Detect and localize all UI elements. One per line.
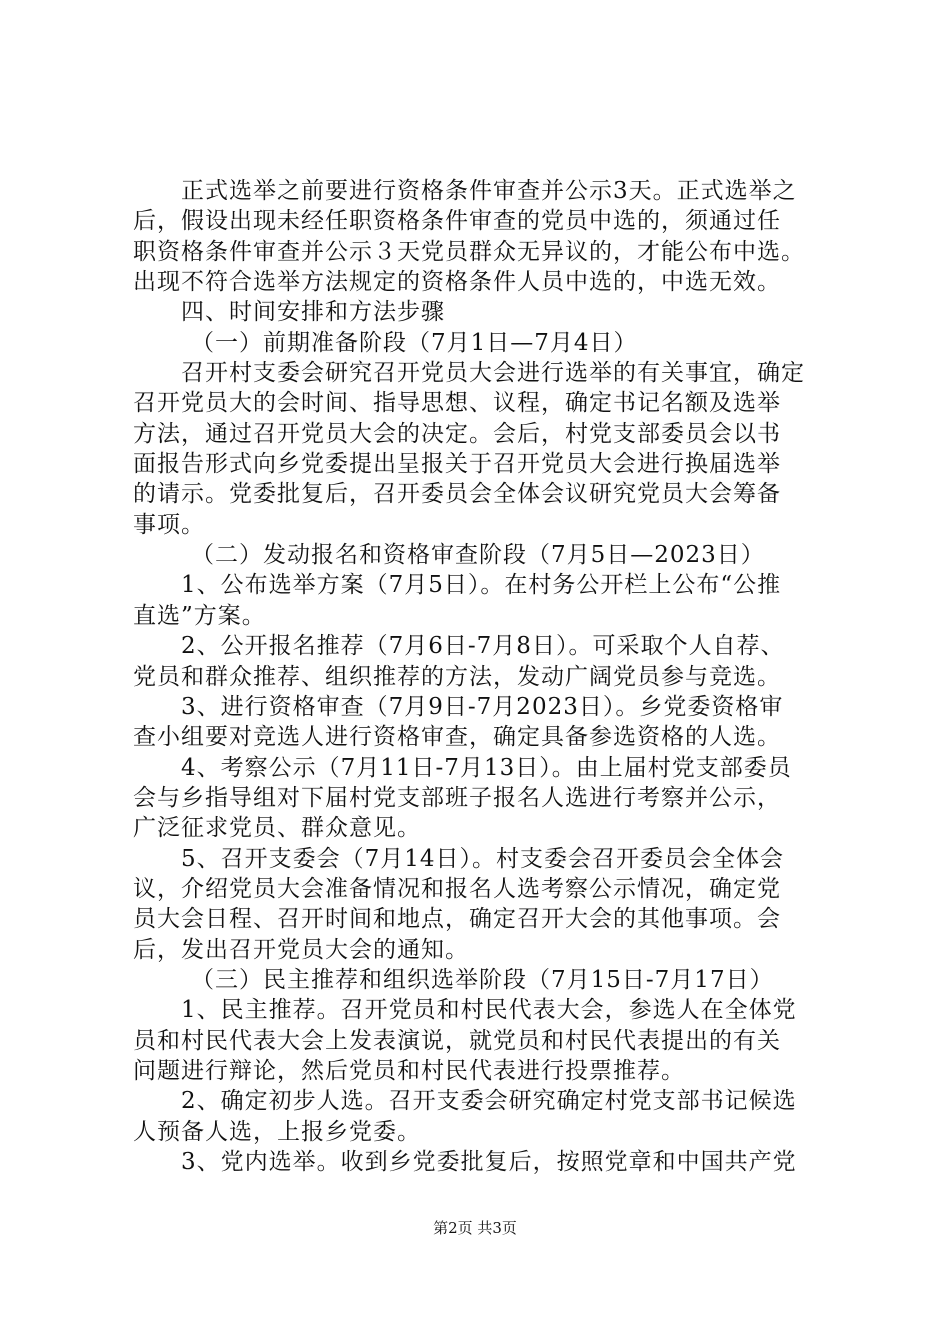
text-line: 党员和群众推荐、组织推荐的方法，发动广阔党员参与竞选。 [133, 663, 781, 690]
text-line: 广泛征求党员、群众意见。 [133, 815, 421, 842]
text-line: 员和村民代表大会上发表演说，就党员和村民代表提出的有关 [133, 1027, 781, 1054]
text-line: 面报告形式向乡党委提出呈报关于召开党员大会进行换届选举 [133, 451, 781, 478]
text-line: 人预备人选，上报乡党委。 [133, 1118, 421, 1145]
text-line: 方法，通过召开党员大会的决定。会后，村党支部委员会以书 [133, 420, 781, 447]
text-line: 召开党员大的会时间、指导思想、议程，确定书记名额及选举 [133, 390, 781, 417]
text-line: 3、进行资格审查（7月9日-7月2023日）。乡党委资格审 [181, 693, 784, 720]
text-line: 2、公开报名推荐（7月6日-7月8日）。可采取个人自荐、 [181, 633, 785, 660]
text-line: 员大会日程、召开时间和地点，确定召开大会的其他事项。会 [133, 906, 781, 933]
text-line: （二）发动报名和资格审查阶段（7月5日—2023日） [191, 542, 765, 569]
text-line: 职资格条件审查并公示３天党员群众无异议的，才能公布中选。 [133, 238, 805, 265]
text-line: 会与乡指导组对下届村党支部班子报名人选进行考察并公示， [133, 784, 781, 811]
text-line: 直选”方案。 [133, 602, 266, 629]
text-line: 查小组要对竞选人进行资格审查，确定具备参选资格的人选。 [133, 724, 781, 751]
text-line: 1、民主推荐。召开党员和村民代表大会，参选人在全体党 [181, 997, 797, 1024]
text-line: 的请示。党委批复后，召开委员会全体会议研究党员大会筹备 [133, 481, 781, 508]
text-line: 后，假设出现未经任职资格条件审查的党员中选的，须通过任 [133, 208, 781, 235]
text-line: 问题进行辩论，然后党员和村民代表进行投票推荐。 [133, 1057, 685, 1084]
text-line: 四、时间安排和方法步骤 [181, 299, 445, 326]
text-line: 3、党内选举。收到乡党委批复后，按照党章和中国共产党 [181, 1149, 797, 1175]
text-line: 1、公布选举方案（7月5日）。在村务公开栏上公布“公推 [181, 572, 782, 599]
text-line: 5、召开支委会（7月14日）。村支委会召开委员会全体会 [181, 845, 785, 872]
document-body [133, 176, 853, 1177]
text-line: 正式选举之前要进行资格条件审查并公示3天。正式选举之 [181, 178, 797, 204]
text-line: 后，发出召开党员大会的通知。 [133, 936, 469, 963]
text-line: 议，介绍党员大会准备情况和报名人选考察公示情况，确定党 [133, 875, 781, 902]
text-line: 2、确定初步人选。召开支委会研究确定村党支部书记候选 [181, 1088, 797, 1115]
text-line: 事项。 [133, 511, 205, 538]
text-line: （三）民主推荐和组织选举阶段（7月15日-7月17日） [191, 966, 774, 993]
text-line: 召开村支委会研究召开党员大会进行选举的有关事宜，确定 [181, 360, 805, 387]
text-line: （一）前期准备阶段（7月1日—7月4日） [191, 329, 638, 356]
page-footer: 第2页 共3页 [433, 1219, 517, 1237]
text-line: 4、考察公示（7月11日-7月13日）。由上届村党支部委员 [181, 754, 792, 781]
text-line: 出现不符合选举方法规定的资格条件人员中选的，中选无效。 [133, 269, 781, 296]
